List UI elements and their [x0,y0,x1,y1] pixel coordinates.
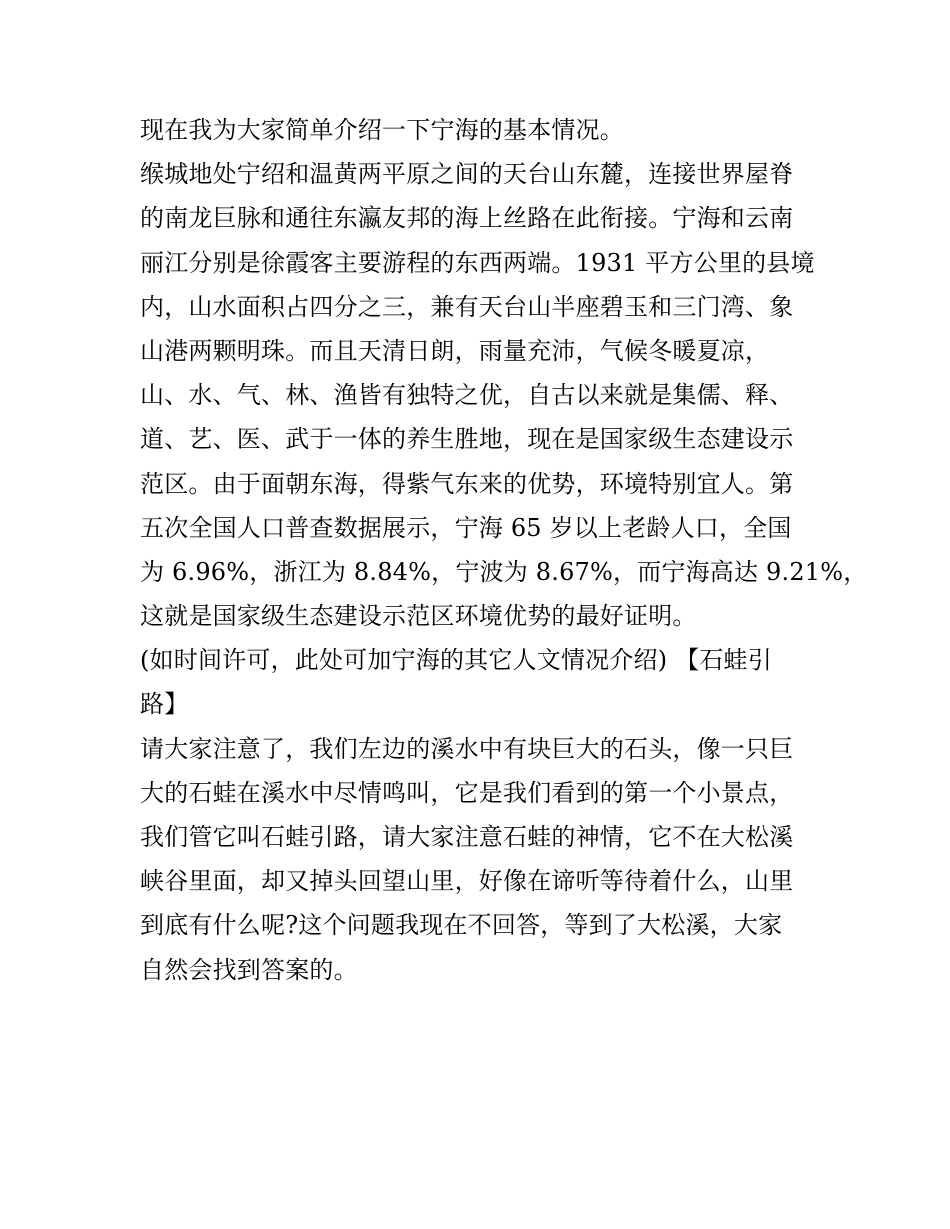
text-line: 我们管它叫石蛙引路，请大家注意石蛙的神情，它不在大松溪 [140,823,794,851]
text-line: 范区。由于面朝东海，得紫气东来的优势，环境特别宜人。第 [140,469,794,498]
text-line: 峡谷里面，却又掉头回望山里，好像在谛听等待着什么，山里 [140,867,794,896]
text-line: (如时间许可，此处可加宁海的其它人文情况介绍) 【石蛙引 [140,646,772,675]
text-line: 的南龙巨脉和通往东瀛友邦的海上丝路在此衔接。宁海和云南 [140,204,794,233]
text-line: 缑城地处宁绍和温黄两平原之间的天台山东麓，连接世界屋脊 [140,160,794,189]
text-line: 到底有什么呢?这个问题我现在不回答，等到了大松溪，大家 [140,911,783,940]
text-line: 路】 [140,690,189,719]
text-line: 自然会找到答案的。 [140,955,358,984]
text-line: 这就是国家级生态建设示范区环境优势的最好证明。 [140,602,697,631]
text-line: 大的石蛙在溪水中尽情鸣叫，它是我们看到的第一个小景点， [140,778,794,807]
text-line: 五次全国人口普查数据展示，宁海 65 岁以上老龄人口，全国 [140,513,792,542]
text-line: 内，山水面积占四分之三，兼有天台山半座碧玉和三门湾、象 [140,292,794,321]
text-line: 现在我为大家简单介绍一下宁海的基本情况。 [140,116,624,144]
text-line: 山、水、气、林、渔皆有独特之优，自古以来就是集儒、释、 [140,381,794,410]
text-line: 请大家注意了，我们左边的溪水中有块巨大的石头，像一只巨 [140,734,794,763]
text-line: 道、艺、医、武于一体的养生胜地，现在是国家级生态建设示 [140,425,794,454]
text-line: 山港两颗明珠。而且天清日朗，雨量充沛，气候冬暖夏凉， [140,336,770,365]
text-line: 为 6.96%，浙江为 8.84%，宁波为 8.67%，而宁海高达 9.21%， [140,557,868,586]
text-line: 丽江分别是徐霞客主要游程的东西两端。1931 平方公里的县境 [140,248,815,277]
document-body [140,108,868,992]
